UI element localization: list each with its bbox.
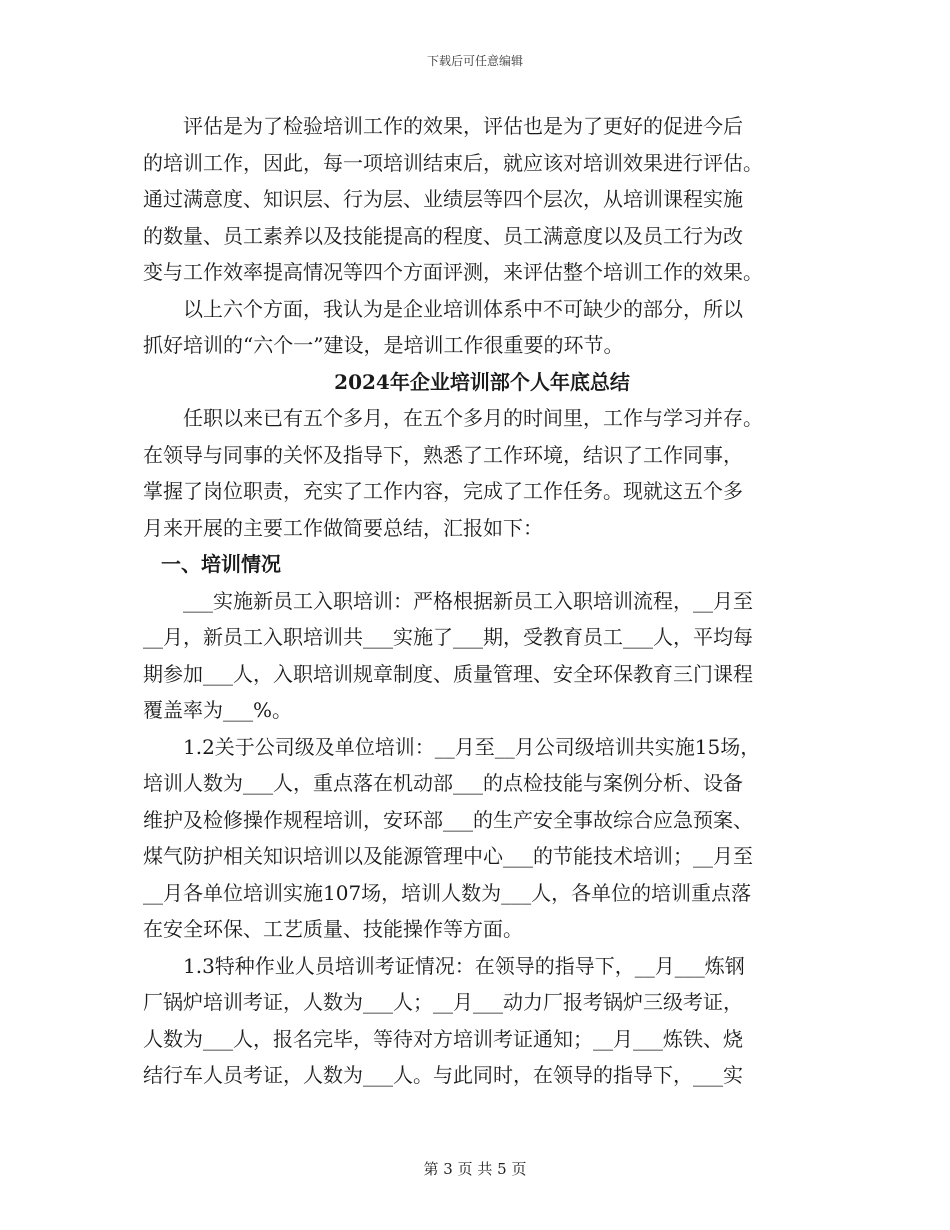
page-header: 下载后可任意编辑 — [426, 54, 523, 68]
paragraph-line: 的数量、员工素养以及技能提高的程度、员工满意度以及员工行为改 — [143, 223, 743, 248]
paragraph-line: 结行车人员考证，人数为___人。与此同时，在领导的指导下，___实 — [143, 1063, 743, 1087]
paragraph-line: 评估是为了检验培训工作的效果，评估也是为了更好的促进今后 — [183, 114, 743, 138]
paragraph-line: 在领导与同事的关怀及指导下，熟悉了工作环境，结识了工作同事， — [143, 442, 743, 467]
paragraph-line: 1.3特种作业人员培训考证情况：在领导的指导下，__月___炼钢 — [183, 953, 745, 978]
section-heading: 一、培训情况 — [161, 552, 281, 576]
paragraph-line: 人数为___人，报名完毕，等待对方培训考证通知；__月___炼铁、烧 — [143, 1026, 743, 1051]
paragraph-line: 期参加___人，入职培训规章制度、质量管理、安全环保教育三门课程 — [143, 661, 753, 686]
paragraph-line: 覆盖率为___%。 — [143, 698, 293, 722]
paragraph-line: 培训人数为___人，重点落在机动部___的点检技能与案例分析、设备 — [143, 771, 743, 795]
paragraph-line: 煤气防护相关知识培训以及能源管理中心___的节能技术培训；__月至 — [143, 844, 753, 868]
paragraph-line: 变与工作效率提高情况等四个方面评测，来评估整个培训工作的效果。 — [143, 260, 763, 284]
page-footer: 第 3 页 共 5 页 — [423, 1160, 527, 1178]
paragraph-line: 掌握了岗位职责，充实了工作内容，完成了工作任务。现就这五个多 — [143, 479, 743, 503]
paragraph-line: __月各单位培训实施107场，培训人数为___人，各单位的培训重点落 — [143, 880, 752, 905]
paragraph-line: 的培训工作，因此，每一项培训结束后，就应该对培训效果进行评估。 — [143, 150, 763, 175]
paragraph-line: 以上六个方面，我认为是企业培训体系中不可缺少的部分，所以 — [183, 296, 743, 321]
document-body — [143, 108, 811, 1094]
paragraph-line: 抓好培训的“六个一”建设，是培训工作很重要的环节。 — [143, 333, 624, 357]
paragraph-line: 维护及检修操作规程培训，安环部___的生产安全事故综合应急预案、 — [143, 807, 753, 832]
paragraph-line: __月，新员工入职培训共___实施了___期，受教育员工___人，平均每 — [143, 625, 753, 649]
paragraph-line: 在安全环保、工艺质量、技能操作等方面。 — [143, 917, 523, 941]
paragraph-line: ___实施新员工入职培训：严格根据新员工入职培训流程，__月至 — [183, 588, 753, 613]
paragraph-line: 1.2关于公司级及单位培训：__月至__月公司级培训共实施15场， — [183, 734, 761, 759]
document-title: 2024年企业培训部个人年底总结 — [334, 369, 630, 394]
paragraph-line: 月来开展的主要工作做简要总结，汇报如下： — [143, 515, 543, 540]
paragraph-line: 通过满意度、知识层、行为层、业绩层等四个层次，从培训课程实施 — [143, 187, 743, 211]
paragraph-line: 任职以来已有五个多月，在五个多月的时间里，工作与学习并存。 — [183, 406, 763, 430]
paragraph-line: 厂锅炉培训考证，人数为___人；__月___动力厂报考锅炉三级考证， — [143, 990, 743, 1014]
